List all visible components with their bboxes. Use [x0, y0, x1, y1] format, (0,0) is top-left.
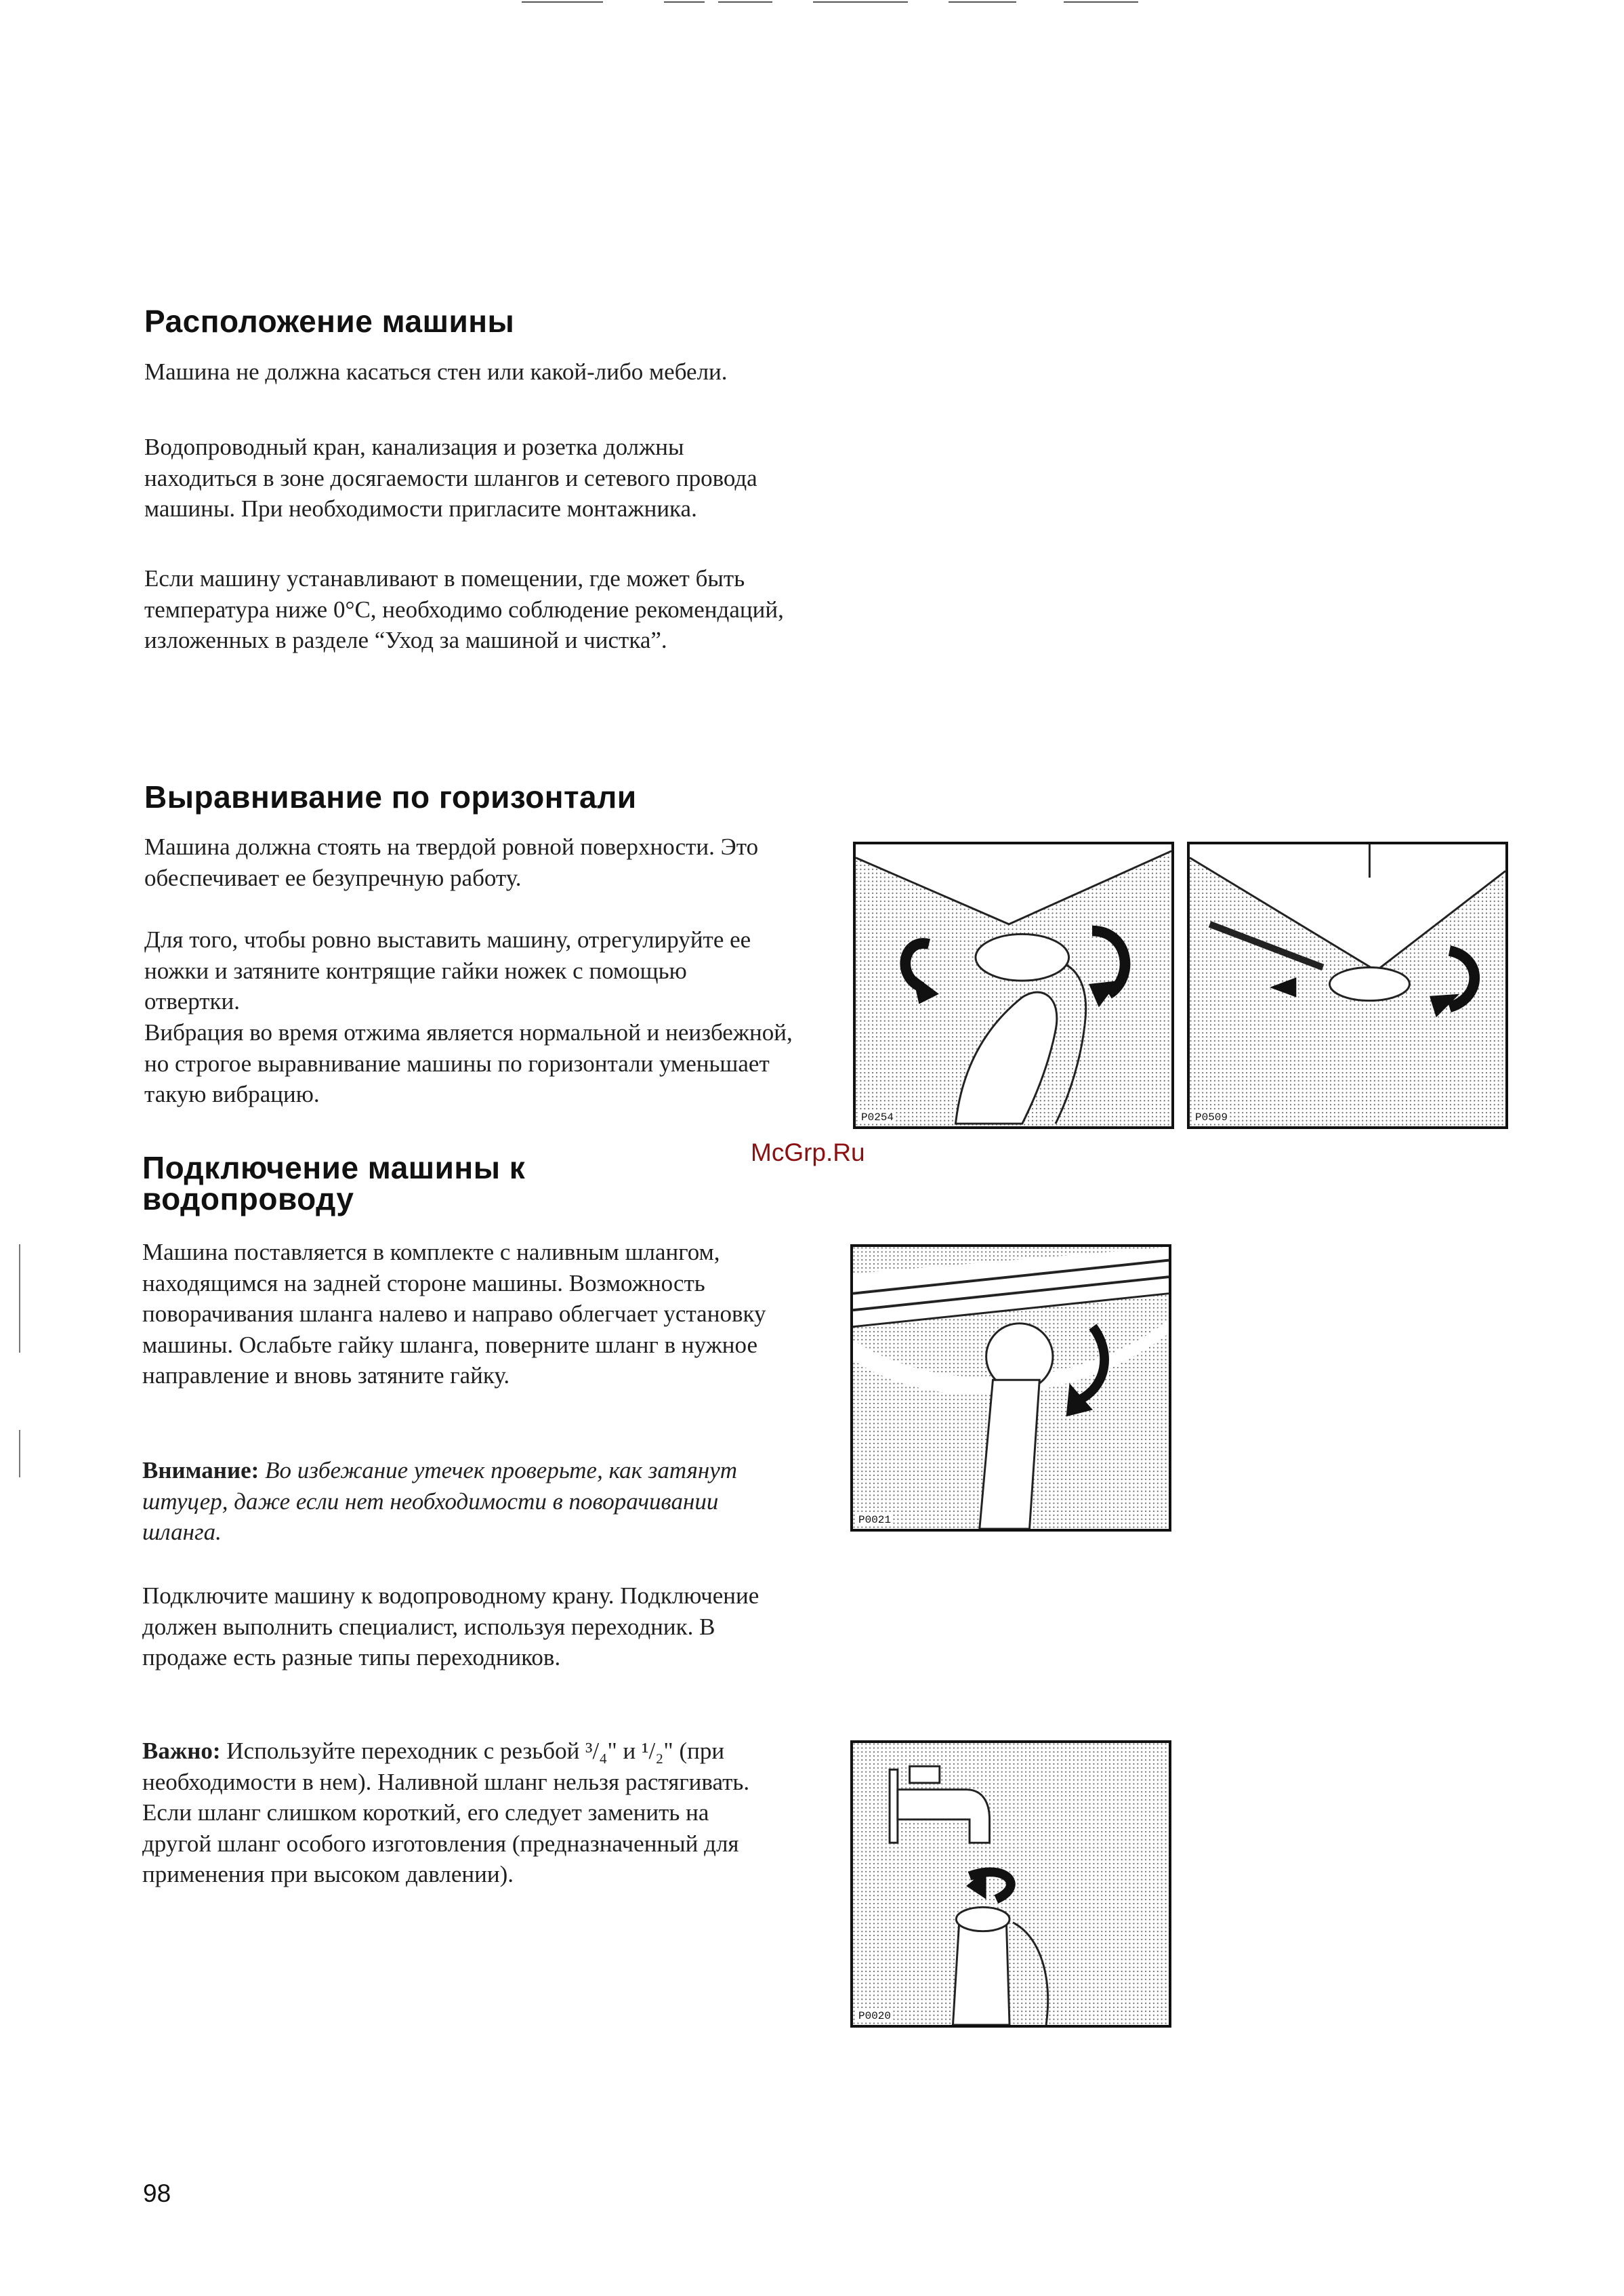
figure-tap-connection [850, 1740, 1171, 2028]
important-label: Важно: [142, 1738, 221, 1764]
heading-water-line-1: Подключение машины к [142, 1150, 526, 1185]
figure-leveling-feet-hand [853, 842, 1174, 1129]
placement-paragraph-3: Если машину устанавливают в помещении, где может быть температура ниже 0°С, необходимо соблюдение рекомендаций, изложенных в разделе “Уход за машиной и чистка”. [144, 565, 784, 653]
water-important [142, 1736, 772, 1890]
page-number: 98 [143, 2179, 171, 2207]
water-paragraph-1: Машина поставляется в комплекте с наливным шлангом, находящимся на задней стороне машины. Возможность поворачивания шланга налево и направо облегчает установку машины. Ослабьте гайку шланга, поверните шланг в нужное направление и вновь затяните гайку. [142, 1239, 766, 1389]
heading-placement: Расположение машины [144, 304, 515, 339]
leveling-paragraph-2: Для того, чтобы ровно выставить машину, отрегулируйте ее ножки и затяните контрящие гайки ножек с помощью отвертки. [144, 926, 751, 1014]
warning-label: Внимание: [142, 1457, 259, 1483]
heading-water-connection [142, 1152, 525, 1214]
figure-hose-rotation [850, 1244, 1171, 1532]
water-warning [142, 1455, 772, 1548]
figure-code-4: P0020 [858, 2010, 892, 2022]
watermark: McGrp.Ru [751, 1139, 865, 1166]
figure-leveling-screwdriver [1187, 842, 1508, 1129]
heading-water-line-2: водопроводу [142, 1181, 354, 1216]
heading-leveling: Выравнивание по горизонтали [144, 779, 637, 815]
scan-mark-left-1 [19, 1244, 20, 1353]
leveling-paragraph-1: Машина должна стоять на твердой ровной поверхности. Это обеспечивает ее безупречную работу. [144, 834, 759, 891]
placement-paragraph-1: Машина не должна касаться стен или какой-либо мебели. [144, 358, 728, 385]
figure-code-2: P0509 [1195, 1111, 1228, 1124]
figure-code-1: P0254 [861, 1111, 894, 1124]
important-text: Используйте переходник с резьбой ³/₄" и ¹/₂" (при необходимости в нем). Наливной шланг нельзя растягивать. Если шланг слишком короткий, его следует заменить на другой шланг особого изготовления (предназначенный для применения при высоком давлении). [142, 1738, 750, 1887]
scan-edge-marks [434, 0, 1585, 4]
leveling-paragraph-3: Вибрация во время отжима является нормальной и неизбежной, но строгое выравнивание машины по горизонтали уменьшает такую вибрацию. [144, 1019, 793, 1107]
placement-paragraph-2: Водопроводный кран, канализация и розетка должны находиться в зоне досягаемости шлангов и сетевого провода машины. При необходимости пригласите монтажника. [144, 434, 757, 522]
water-paragraph-2: Подключите машину к водопроводному крану. Подключение должен выполнить специалист, используя переходник. В продаже есть разные типы переходников. [142, 1582, 759, 1670]
figure-code-3: P0021 [858, 1514, 892, 1526]
scan-mark-left-2 [19, 1430, 20, 1477]
warning-text: Во избежание утечек проверьте, как затянут штуцер, даже если нет необходимости в поворачивании шланга. [142, 1457, 738, 1545]
